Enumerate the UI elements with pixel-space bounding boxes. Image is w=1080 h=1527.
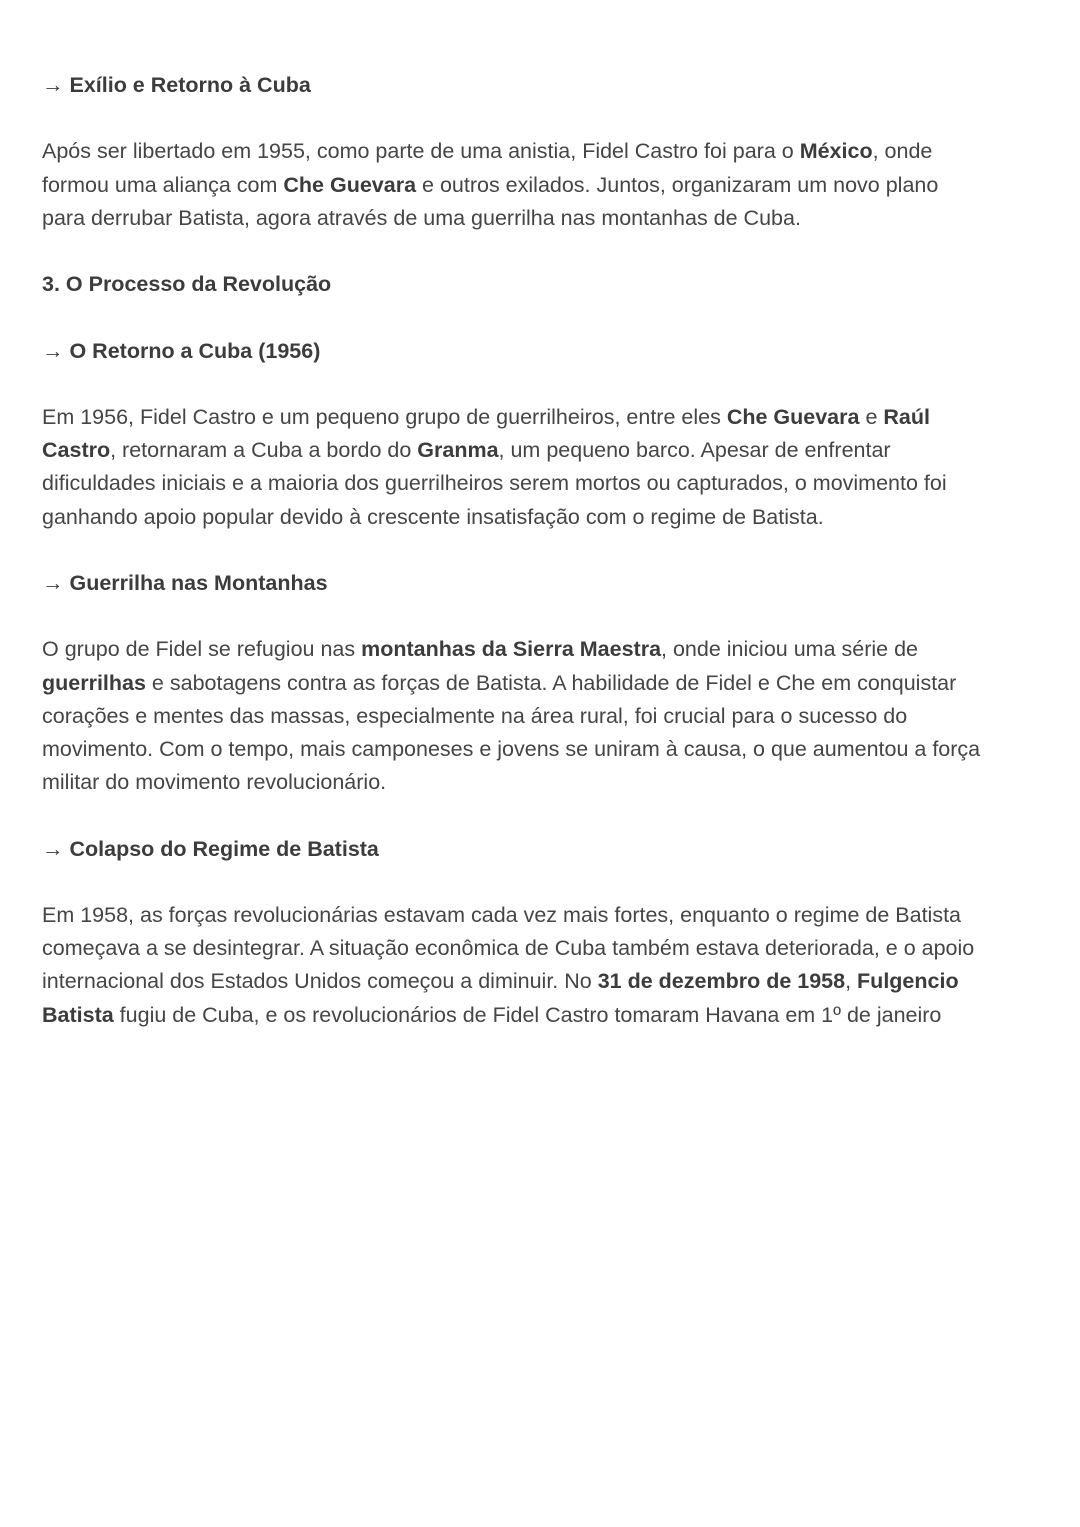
text: , um pequeno barco. Apesar de enfrentar [498, 438, 891, 463]
paragraph [42, 899, 1052, 1032]
text: , onde [872, 139, 933, 164]
paragraph [42, 401, 1052, 534]
text-line [42, 202, 1052, 235]
text-line [42, 733, 1052, 766]
text-line [42, 633, 1052, 666]
text-line [42, 700, 1052, 733]
text-line [42, 401, 1052, 434]
bold-text: Batista [42, 1002, 114, 1027]
bold-text: → O Retorno a Cuba (1956) [42, 338, 321, 363]
text: formou uma aliança com [42, 172, 284, 197]
text-line [42, 833, 1052, 866]
text-line [42, 335, 1052, 368]
bold-text: → Exílio e Retorno à Cuba [42, 73, 311, 97]
text: e [859, 404, 884, 429]
text-line [42, 965, 1052, 998]
text: O grupo de Fidel se refugiou nas [42, 637, 362, 662]
text: , retornaram a Cuba a bordo do [110, 438, 418, 463]
bold-text: → Guerrilha nas Montanhas [42, 570, 328, 595]
bold-text: montanhas da Sierra Maestra [361, 637, 662, 662]
bold-text: 3. O Processo da Revolução [42, 272, 332, 297]
text-line [42, 467, 1052, 500]
text: movimento. Com o tempo, mais camponeses e jovens se uniram à causa, o que aumentou a força [42, 736, 981, 761]
section-heading [42, 69, 1052, 102]
bold-text: Raúl [883, 404, 930, 429]
bold-text: Che Guevara [283, 172, 417, 197]
bold-text: México [799, 139, 873, 164]
text-line [42, 135, 1052, 168]
section-heading [42, 567, 1052, 600]
text: militar do movimento revolucionário. [42, 770, 387, 795]
text-line [42, 268, 1052, 301]
text: Após ser libertado em 1955, como parte de uma anistia, Fidel Castro foi para o [42, 139, 800, 164]
bold-text: Che Guevara [726, 404, 860, 429]
section-heading [42, 335, 1052, 368]
text-line [42, 501, 1052, 534]
bold-text: Granma [417, 438, 499, 463]
bold-text: → Colapso do Regime de Batista [42, 836, 379, 861]
text-line [42, 567, 1052, 600]
text: e outros exilados. Juntos, organizaram um novo plano [416, 172, 939, 197]
document-body [42, 69, 1052, 1065]
text: dificuldades iniciais e a maioria dos guerrilheiros serem mortos ou capturados, o movimento foi [42, 471, 947, 496]
bold-text: Fulgencio [857, 969, 959, 994]
text-line [42, 667, 1052, 700]
text: , [845, 969, 858, 994]
text-line [42, 169, 1052, 202]
paragraph [42, 633, 1052, 799]
bold-text: Castro [42, 438, 111, 463]
text: ganhando apoio popular devido à crescente insatisfação com o regime de Batista. [42, 504, 824, 529]
section-heading [42, 268, 1052, 301]
text: e sabotagens contra as forças de Batista. A habilidade de Fidel e Che em conquistar [145, 670, 957, 695]
text-line [42, 434, 1052, 467]
text-line [42, 899, 1052, 932]
text: internacional dos Estados Unidos começou a diminuir. No [42, 969, 598, 994]
text-line [42, 999, 1052, 1032]
text-line [42, 766, 1052, 799]
bold-text: guerrilhas [42, 670, 146, 695]
paragraph [42, 135, 1052, 235]
text-line [42, 932, 1052, 965]
text: para derrubar Batista, agora através de uma guerrilha nas montanhas de Cuba. [42, 205, 801, 230]
text: Em 1958, as forças revolucionárias estavam cada vez mais fortes, enquanto o regime de Batista [42, 902, 961, 927]
text: fugiu de Cuba, e os revolucionários de Fidel Castro tomaram Havana em 1º de janeiro [113, 1002, 942, 1027]
section-heading [42, 833, 1052, 866]
text: Em 1956, Fidel Castro e um pequeno grupo de guerrilheiros, entre eles [42, 404, 727, 429]
bold-text: 31 de dezembro de 1958 [597, 969, 846, 994]
text: corações e mentes das massas, especialmente na área rural, foi crucial para o sucesso do [42, 703, 908, 728]
text-line [42, 69, 1052, 102]
text: começava a se desintegrar. A situação econômica de Cuba também estava deteriorada, e o apoio [42, 936, 975, 961]
text: , onde iniciou uma série de [661, 637, 918, 662]
